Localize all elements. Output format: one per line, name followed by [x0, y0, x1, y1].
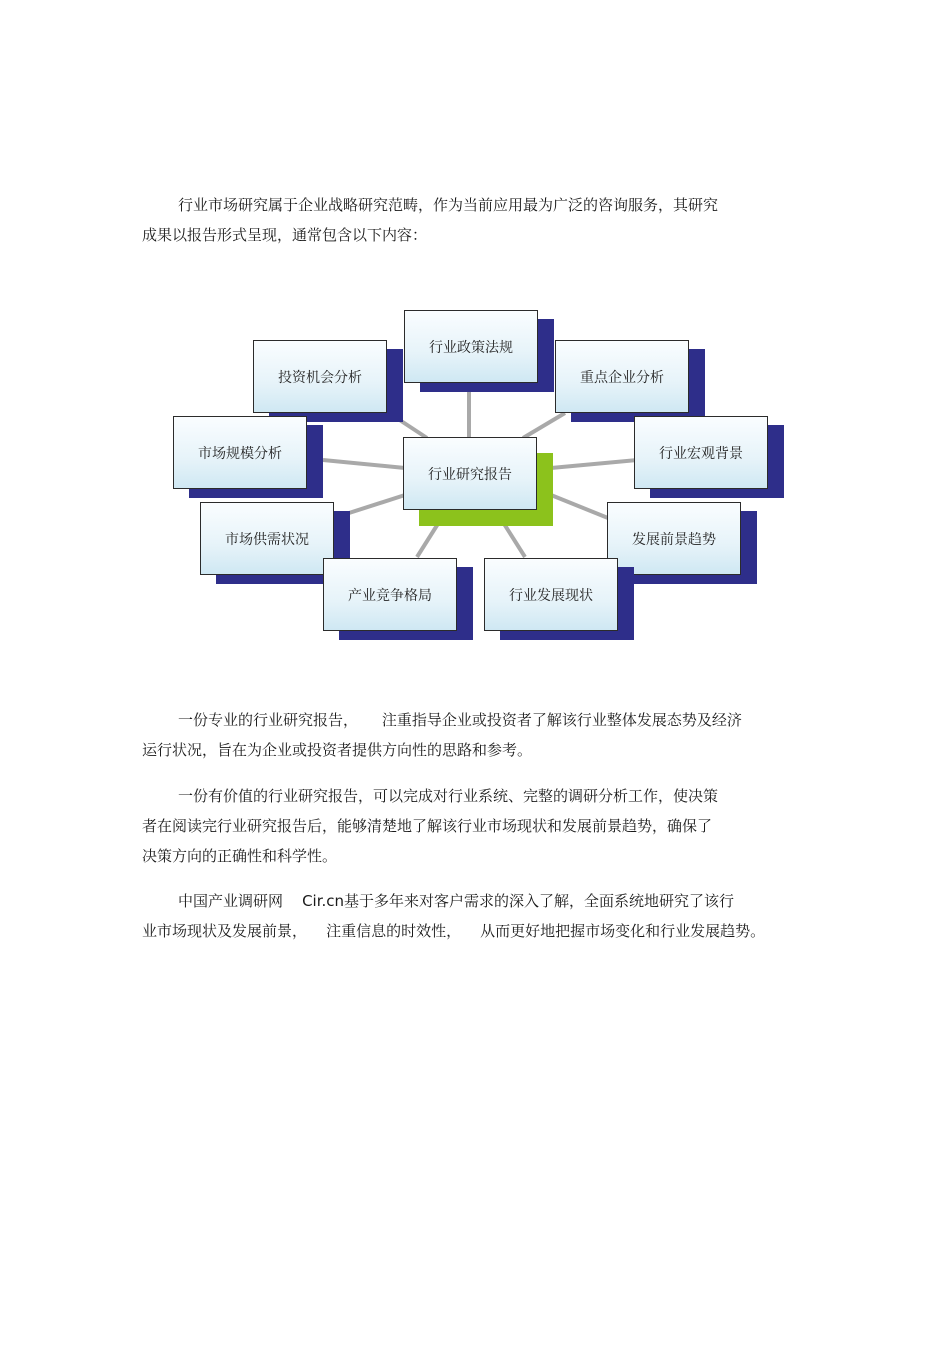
- node-macro-label: 行业宏观背景: [634, 416, 768, 489]
- node-supply-demand-label: 市场供需状况: [200, 502, 334, 575]
- node-key-enterprises: [555, 340, 689, 413]
- paragraph-1-line-2: 运行状况，旨在为企业或投资者提供方向性的思路和参考。: [142, 741, 533, 759]
- connector-market-scale: [323, 460, 405, 468]
- node-center-report: [403, 437, 537, 510]
- intro-line-1: 行业市场研究属于企业战略研究范畴，作为当前应用最为广泛的咨询服务，其研究: [178, 196, 719, 214]
- paragraph-3-line-1: 中国产业调研网 Cir.cn基于多年来对客户需求的深入了解，全面系统地研究了该行: [178, 892, 735, 910]
- intro-line-2: 成果以报告形式呈现，通常包含以下内容：: [142, 226, 428, 244]
- node-policy: [404, 310, 538, 383]
- node-market-scale: [173, 416, 307, 489]
- node-current-status-label: 行业发展现状: [484, 558, 618, 631]
- report-contents-diagram: [165, 305, 795, 645]
- connector-investment: [389, 413, 427, 438]
- connector-supply-demand: [349, 495, 405, 513]
- node-competition: [323, 558, 457, 631]
- node-investment-label: 投资机会分析: [253, 340, 387, 413]
- paragraph-cir-intro: [142, 886, 782, 946]
- paragraph-2-line-3: 决策方向的正确性和科学性。: [142, 847, 338, 865]
- intro-paragraph: [142, 190, 782, 250]
- node-outlook-label: 发展前景趋势: [607, 502, 741, 575]
- paragraph-2-line-2: 者在阅读完行业研究报告后，能够清楚地了解该行业市场现状和发展前景趋势，确保了: [142, 817, 713, 835]
- connector-competition: [417, 519, 441, 557]
- connector-outlook: [551, 495, 608, 518]
- node-macro: [634, 416, 768, 489]
- connector-macro: [551, 460, 637, 468]
- node-market-scale-label: 市场规模分析: [173, 416, 307, 489]
- node-center-label: 行业研究报告: [403, 437, 537, 510]
- connector-key-enterprises: [523, 413, 565, 438]
- node-investment: [253, 340, 387, 413]
- node-outlook: [607, 502, 741, 575]
- node-supply-demand: [200, 502, 334, 575]
- paragraph-1-line-1: 一份专业的行业研究报告， 注重指导企业或投资者了解该行业整体发展态势及经济: [178, 711, 742, 729]
- paragraph-2-line-1: 一份有价值的行业研究报告，可以完成对行业系统、完整的调研分析工作，使决策: [178, 787, 719, 805]
- paragraph-valuable-report: [142, 781, 782, 871]
- node-current-status: [484, 558, 618, 631]
- paragraph-professional-report: [142, 705, 782, 765]
- node-competition-label: 产业竞争格局: [323, 558, 457, 631]
- paragraph-3-line-2: 业市场现状及发展前景， 注重信息的时效性， 从而更好地把握市场变化和行业发展趋势。: [142, 922, 766, 940]
- node-key-enterprises-label: 重点企业分析: [555, 340, 689, 413]
- node-policy-label: 行业政策法规: [404, 310, 538, 383]
- connector-current-status: [501, 519, 525, 557]
